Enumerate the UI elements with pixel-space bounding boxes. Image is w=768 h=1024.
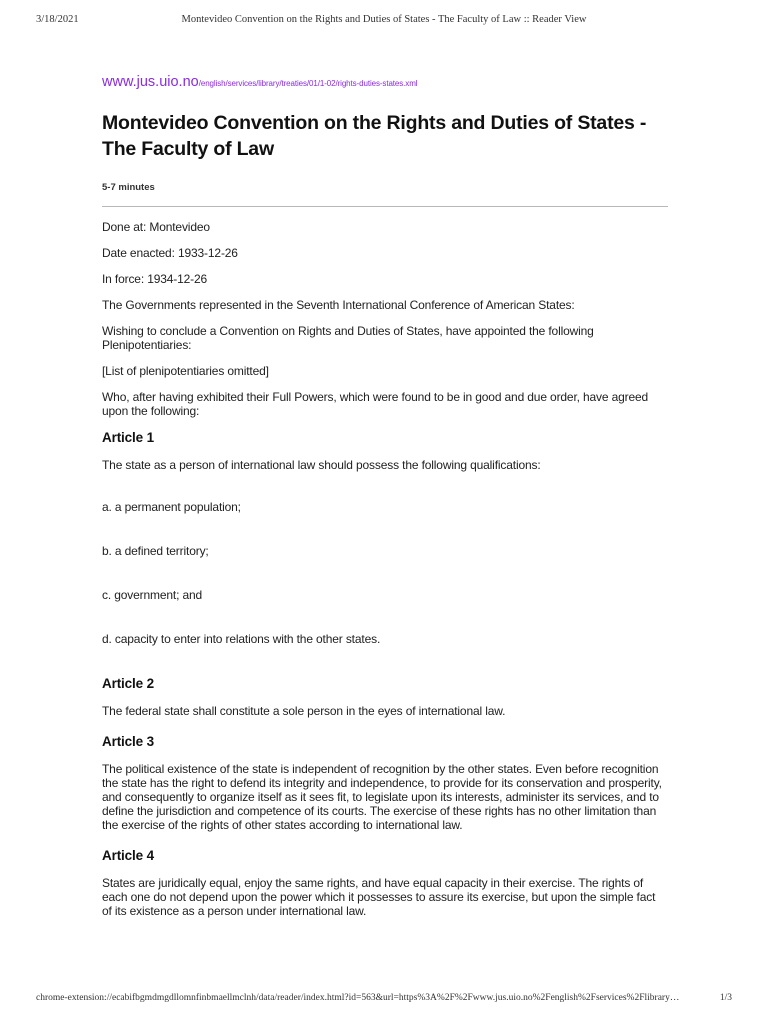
date-enacted: Date enacted: 1933-12-26 (102, 246, 238, 260)
qualification-item: d. capacity to enter into relations with the other states. (102, 632, 381, 646)
print-header (36, 14, 732, 30)
done-at: Done at: Montevideo (102, 220, 210, 234)
qualification-item: b. a defined territory; (102, 544, 209, 558)
print-url: chrome-extension://ecabifbgmdmgdllomnfinbmaellmclnh/data/reader/index.html?id=563&url=https%3A%2F%2Fwww.jus.uio.no%2Fenglish%2Fservices%2Flibrary… (36, 993, 680, 1003)
reading-time: 5-7 minutes (102, 182, 155, 193)
article-3-text: The political existence of the state is independent of recognition by the other states. Even before recognition the state has the right to defend its integrity and independence, to provide for its conservation and prosperity, and consequently to organize itself as it sees fit, to legislate upon its interests, administer its services, and to define the jurisdiction and competence of its courts. The exercise of these rights has no other limitation than the exercise of the rights of other states according to international law. (102, 762, 662, 832)
article-3-heading: Article 3 (102, 734, 154, 749)
article-title: Montevideo Convention on the Rights and Duties of States - The Faculty of Law (102, 112, 647, 160)
in-force: In force: 1934-12-26 (102, 272, 208, 286)
article-4-heading: Article 4 (102, 848, 154, 863)
article-content (102, 220, 668, 918)
source-path[interactable]: /english/services/library/treaties/01/1-02/rights-duties-states.xml (198, 79, 418, 88)
article-2-text: The federal state shall constitute a sole person in the eyes of international law. (102, 704, 506, 718)
article-1-heading: Article 1 (102, 430, 154, 445)
article-4-text: States are juridically equal, enjoy the same rights, and have equal capacity in their exercise. The rights of each one do not depend upon the power which it possesses to assure its exercise, but upon the simple fact of its existence as a person under international law. (102, 876, 656, 918)
qualification-item: a. a permanent population; (102, 500, 241, 514)
reader-view-article (102, 70, 668, 930)
qualification-item: c. government; and (102, 588, 203, 602)
page-number: 1/3 (719, 993, 732, 1003)
print-date: 3/18/2021 (36, 14, 79, 25)
source-domain[interactable]: www.jus.uio.no (102, 74, 199, 90)
print-footer (36, 993, 732, 1009)
print-page-title: Montevideo Convention on the Rights and Duties of States - The Faculty of Law :: Reader View (181, 14, 587, 25)
preamble-paragraph: Wishing to conclude a Convention on Rights and Duties of States, have appointed the following Plenipotentiaries: (102, 324, 594, 352)
preamble-paragraph: Who, after having exhibited their Full Powers, which were found to be in good and due order, have agreed upon the following: (102, 390, 649, 418)
header-divider (102, 206, 668, 207)
source-link[interactable] (102, 70, 668, 94)
article-2-heading: Article 2 (102, 676, 154, 691)
preamble-paragraph: The Governments represented in the Seventh International Conference of American States: (102, 298, 575, 312)
article-1-text: The state as a person of international law should possess the following qualifications: (102, 458, 541, 472)
preamble-paragraph: [List of plenipotentiaries omitted] (102, 364, 269, 378)
